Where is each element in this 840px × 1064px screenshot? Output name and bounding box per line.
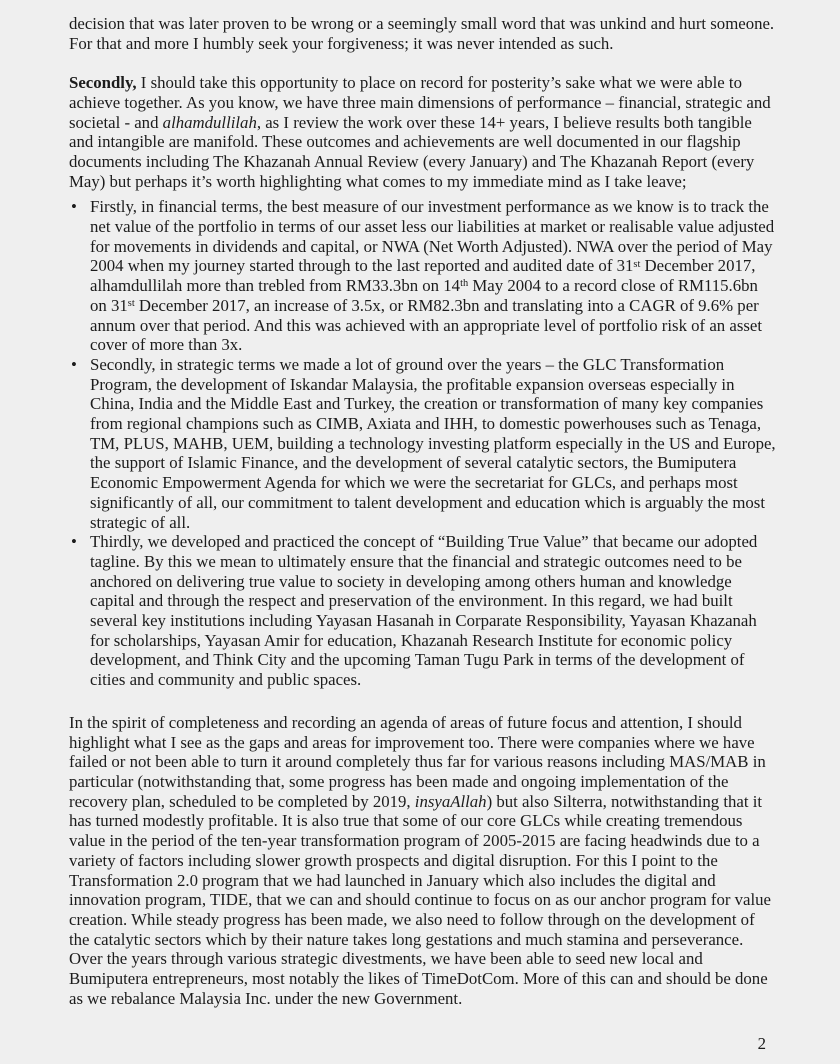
text-segment-sup: th [460,278,469,290]
text-segment: May 2004 to a record close of RM115.6bn on 31 [90,276,758,315]
text-segment: Firstly, in financial terms, the best measure of our investment performance as we know is to track the net value of the portfolio in terms of our asset less our liabilities at market or realisable value adjusted for movements in dividends and capital, or NWA (Net Worth Adjusted). NWA over the period of May 2004 when my journey started through to the last reported and audited date of 31 [90,197,775,276]
list-item [69,197,777,355]
text-segment: decision that was later proven to be wrong or a seemingly small word that was unkind and hurt someone. For that and more I humbly seek your forgiveness; it was never intended as such. [69,14,775,53]
bullet-icon: • [71,197,77,217]
list-item [69,532,777,690]
text-segment: December 2017, alhamdullilah more than trebled from RM33.3bn on 14 [90,256,756,296]
list-item-text [90,355,776,532]
list-item-text [90,197,774,354]
text-segment: December 2017, an increase of 3.5x, or RM82.3bn and translating into a CAGR of 9.6% per annum over that period. And this was achieved with an appropriate level of portfolio risk of an asset cover of more than 3x. [90,295,762,355]
text-segment: I should take this opportunity to place on record for posterity’s sake what we were able to achieve together. As you know, we have three main dimensions of performance – financial, strategic and societal - and [69,73,771,132]
list-item [69,355,777,532]
bullet-icon: • [71,354,77,374]
page-number: 2 [757,1034,766,1054]
paragraph [69,73,777,191]
text-segment: Secondly, in strategic terms we made a lot of ground over the years – the GLC Transformation Program, the development of Iskandar Malaysia, the profitable expansion overseas especially in China, India and the Middle East and Turkey, the creation or transformation of many key companies from regional champions such as CIMB, Axiata and IHH, to domestic powerhouses such as Tenaga, TM, PLUS, MAHB, UEM, building a technology investing platform especially in the US and Europe, the support of Islamic Finance, and the development of several catalytic sectors, the Bumiputera Economic Empowerment Agenda for which we were the secretariat for GLCs, and perhaps most significantly of all, our commitment to talent development and education which is arguably the most strategic of all. [90,354,776,532]
text-segment: , as I review the work over these 14+ years, I believe results both tangible and intangible are manifold. These outcomes and achievements are well documented in our flagship documents including The Khazanah Annual Review (every January) and The Khazanah Report (every May) but perhaps it’s worth highlighting what comes to my immediate mind as I take leave; [69,112,755,191]
bullet-icon: • [71,532,77,552]
paragraph [69,14,777,53]
document-content [69,14,777,1008]
list-item-text [90,532,757,689]
text-segment-sup: st [127,298,135,310]
text-segment: ) but also Silterra, notwithstanding that it has turned modestly profitable. It is also true that some of our core GLCs while creating tremendous value in the period of the ten-year transformation program of 2005-2015 are facing headwinds due to a variety of factors including slower growth prospects and digital disruption. For this I point to the Transformation 2.0 program that we had launched in January which also includes the digital and innovation program, TIDE, that we can and should continue to focus on as our anchor program for value creation. While steady progress has been made, we also need to follow through on the development of the catalytic sectors which by their nature takes long gestations and much stamina and perseverance. Over the years through various strategic divestments, we have been able to seed new local and Bumiputera entrepreneurs, most notably the likes of TimeDotCom. More of this can and should be done as we rebalance Malaysia Inc. under the new Government. [69,791,771,1008]
text-segment: In the spirit of completeness and recording an agenda of areas of future focus and attention, I should highlight what I see as the gaps and areas for improvement too. There were companies where we have failed or not been able to turn it around completely thus far for various reasons including MAS/MAB in particular (notwithstanding that, some progress has been made and ongoing implementation of the recovery plan, scheduled to be completed by 2019, [69,712,766,811]
text-segment: Thirdly, we developed and practiced the concept of “Building True Value” that became our adopted tagline. By this we mean to ultimately ensure that the financial and strategic outcomes need to be anchored on delivering true value to society in developing among others human and knowledge capital and through the respect and preservation of the environment. In this regard, we had built several key institutions including Yayasan Hasanah in Corparate Responsibility, Yayasan Khazanah for scholarships, Yayasan Amir for education, Khazanah Research Institute for economic policy development, and Think City and the upcoming Taman Tugu Park in terms of the development of cities and community and public spaces. [90,532,758,690]
bullet-list [69,197,777,690]
text-segment-italic: alhamdullilah [162,112,257,132]
text-segment-sup: st [633,258,641,270]
paragraph [69,713,777,1009]
text-segment-italic: insyaAllah [414,791,487,811]
text-segment-bold: Secondly, [69,73,137,93]
